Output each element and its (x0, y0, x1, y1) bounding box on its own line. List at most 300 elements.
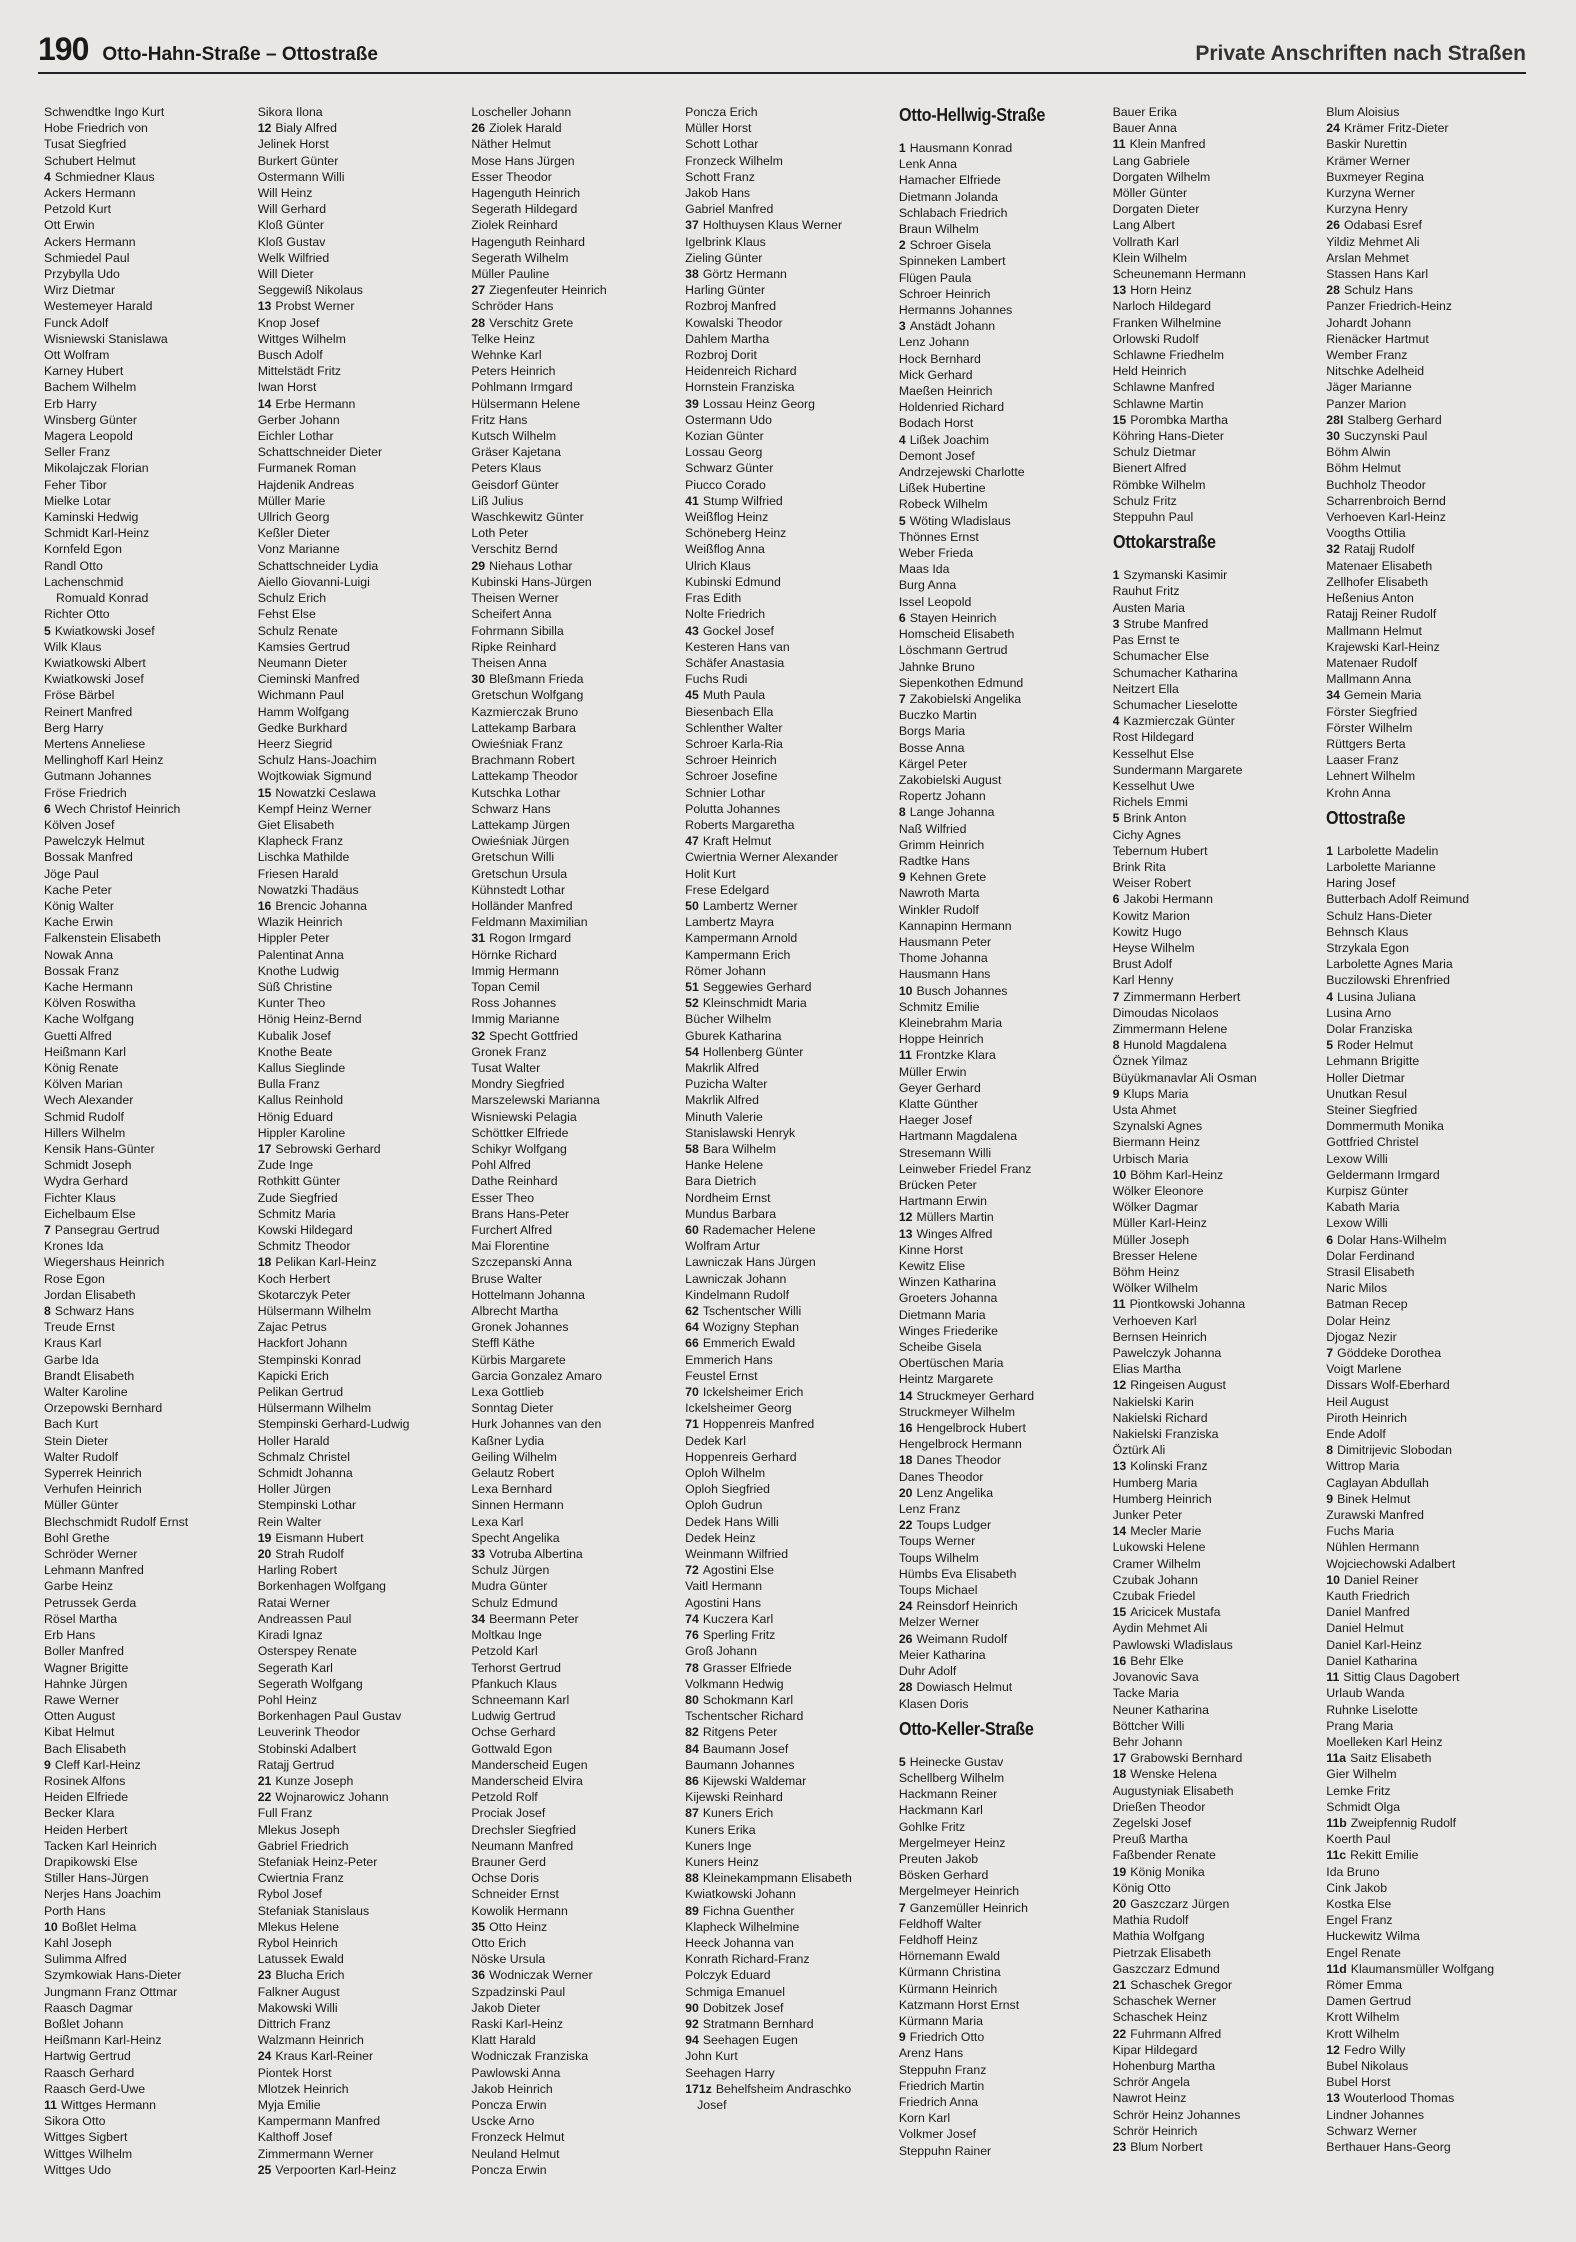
resident-name: Heerz Siegrid (257, 736, 333, 751)
resident-name: Kürbis Margarete (471, 1352, 566, 1367)
resident-entry (899, 432, 1107, 448)
resident-entry (44, 120, 252, 136)
resident-entry (258, 785, 466, 801)
resident-name: Hausmann Konrad (909, 141, 1013, 155)
resident-entry (258, 2032, 466, 2048)
resident-name: Wölker Dagmar (1112, 1200, 1198, 1215)
house-number: 18 (257, 1255, 272, 1270)
resident-entry (258, 541, 466, 557)
resident-entry (685, 720, 893, 736)
resident-name: Scheibe Gisela (898, 1340, 982, 1355)
resident-entry (685, 736, 893, 752)
resident-entry (471, 1254, 679, 1270)
resident-name: Esser Theodor (471, 169, 552, 184)
resident-name: Kaminski Hedwig (44, 510, 139, 525)
resident-entry (685, 1935, 893, 1951)
resident-name: Heßenius Anton (1326, 591, 1414, 606)
house-number: 2 (898, 238, 906, 253)
resident-entry (471, 704, 679, 720)
resident-entry (1326, 201, 1534, 217)
resident-name: Harling Robert (257, 1563, 337, 1578)
resident-entry (258, 947, 466, 963)
resident-name: König Renate (44, 1060, 119, 1075)
resident-entry (1113, 282, 1321, 298)
resident-name: Segerath Hildegard (471, 202, 578, 217)
house-number: 72 (685, 1563, 699, 1578)
resident-entry (685, 1854, 893, 1870)
house-number: 12 (257, 121, 272, 136)
resident-entry (685, 1870, 893, 1886)
resident-name: Pohl Alfred (471, 1158, 531, 1173)
house-number: 11 (44, 2097, 57, 2112)
resident-entry (44, 1514, 252, 1530)
resident-name: Ackers Hermann (44, 234, 136, 249)
resident-name: Makrlik Alfred (685, 1093, 759, 1108)
resident-name: Näther Helmut (471, 137, 551, 152)
resident-entry (1326, 1702, 1534, 1718)
resident-name: Klein Manfred (1129, 137, 1206, 152)
column-4 (685, 104, 893, 2234)
house-number: 47 (685, 834, 699, 849)
resident-name: Piucco Corado (685, 477, 766, 492)
resident-entry (1326, 2042, 1534, 2058)
resident-entry (258, 606, 466, 622)
resident-name: Mlekus Helene (257, 1919, 340, 1934)
resident-entry (471, 331, 679, 347)
resident-name: Knop Josef (257, 315, 320, 330)
resident-name: Furchert Alfred (471, 1223, 553, 1238)
resident-entry (685, 2000, 893, 2016)
house-number: 4 (1326, 989, 1334, 1004)
resident-entry (1113, 1702, 1321, 1718)
street-range: Otto-Hahn-Straße – Ottostraße (102, 44, 378, 65)
resident-entry (899, 626, 1107, 642)
resident-entry (44, 606, 252, 622)
resident-name: Seggewies Gerhard (702, 979, 812, 994)
resident-name: Geiling Wilhelm (471, 1449, 557, 1464)
resident-entry (1326, 1215, 1534, 1231)
resident-name: Owieśniak Franz (471, 736, 563, 751)
resident-entry (1113, 2123, 1321, 2139)
resident-entry (685, 1546, 893, 1562)
resident-name: Gronek Johannes (471, 1320, 569, 1335)
resident-entry (899, 237, 1107, 253)
resident-entry (899, 1145, 1107, 1161)
resident-name: Lawniczak Johann (685, 1271, 787, 1286)
resident-name: Bresser Helene (1112, 1248, 1198, 1263)
resident-name: Otto Erich (471, 1935, 527, 1950)
resident-entry (1326, 687, 1534, 703)
resident-name: Nawroth Marta (898, 886, 980, 901)
resident-entry (899, 1128, 1107, 1144)
resident-name: Kowitz Marion (1112, 908, 1190, 923)
resident-name: Scheunemann Hermann (1112, 267, 1246, 282)
resident-entry (1113, 1491, 1321, 1507)
resident-name: Schaschek Werner (1112, 1994, 1217, 2009)
resident-entry (258, 493, 466, 509)
house-number: 74 (685, 1611, 699, 1626)
resident-entry (471, 363, 679, 379)
resident-entry (44, 768, 252, 784)
resident-name: Lattekamp Barbara (471, 720, 577, 735)
resident-entry (1113, 1199, 1321, 1215)
resident-entry (685, 169, 893, 185)
resident-name: Kraft Helmut (702, 834, 772, 849)
resident-entry (471, 1271, 679, 1287)
house-number: 9 (898, 870, 906, 885)
resident-name: Danes Theodor (916, 1453, 1002, 1468)
resident-entry (685, 234, 893, 250)
resident-entry (471, 1400, 679, 1416)
resident-name: Petzold Karl (471, 1644, 538, 1659)
resident-name: Holler Dietmar (1326, 1070, 1405, 1085)
resident-name: Krohn Anna (1326, 785, 1391, 800)
resident-entry (471, 2000, 679, 2016)
resident-name: Müller Erwin (898, 1064, 967, 1079)
resident-entry (44, 1757, 252, 1773)
resident-name: Porombka Martha (1130, 412, 1228, 427)
resident-name: Engel Franz (1326, 1913, 1393, 1928)
resident-name: Blucha Erich (275, 1968, 345, 1983)
resident-entry (1326, 1442, 1534, 1458)
house-number: 36 (471, 1968, 486, 1983)
resident-name: Böhm Heinz (1112, 1265, 1180, 1280)
resident-entry (258, 687, 466, 703)
resident-name: Feustel Ernst (685, 1368, 758, 1383)
resident-name: Ross Johannes (471, 996, 557, 1011)
house-number: 12 (1326, 2042, 1340, 2057)
resident-entry (1326, 331, 1534, 347)
resident-entry (899, 496, 1107, 512)
resident-name: Mick Gerhard (898, 367, 973, 382)
resident-entry (899, 934, 1107, 950)
resident-name: Boßlet Johann (44, 2016, 124, 2031)
resident-name: Zweipfennig Rudolf (1350, 1815, 1457, 1830)
resident-name: Hülsermann Helene (471, 396, 581, 411)
resident-entry (258, 1708, 466, 1724)
resident-name: Kunter Theo (257, 996, 326, 1011)
resident-entry (1113, 1766, 1321, 1782)
resident-name: Kwiatkowski Josef (54, 623, 155, 638)
resident-entry (258, 282, 466, 298)
resident-name: Schröder Hans (471, 299, 554, 314)
resident-name: Wöting Wladislaus (909, 513, 1011, 528)
resident-name: Zajac Petrus (257, 1320, 327, 1335)
resident-name: Weber Frieda (898, 546, 974, 561)
resident-name: Gronek Franz (471, 1044, 547, 1059)
resident-entry (471, 201, 679, 217)
resident-entry (471, 752, 679, 768)
resident-name: Schmiedel Paul (44, 250, 130, 265)
resident-entry (471, 947, 679, 963)
resident-entry (1326, 460, 1534, 476)
resident-entry (685, 623, 893, 639)
house-number: 9 (1326, 1491, 1334, 1506)
resident-name: Roberts Margaretha (685, 817, 795, 832)
resident-entry (1113, 794, 1321, 810)
resident-entry (258, 1724, 466, 1740)
resident-entry (1113, 1458, 1321, 1474)
resident-entry (899, 2029, 1107, 2045)
resident-name: Kaßner Lydia (471, 1433, 545, 1448)
resident-entry (1113, 2139, 1321, 2155)
resident-name: Schaschek Gregor (1130, 1977, 1233, 1992)
resident-name: Fronzeck Helmut (471, 2130, 565, 2145)
resident-entry (44, 1886, 252, 1902)
resident-name: Naric Milos (1326, 1281, 1388, 1296)
house-number: 38 (685, 267, 699, 282)
resident-name: Jakobi Hermann (1123, 892, 1213, 907)
resident-name: Kloß Gustav (257, 234, 326, 249)
resident-name: Klasen Doris (898, 1696, 969, 1711)
resident-name: Szymkowiak Hans-Dieter (44, 1968, 182, 1983)
resident-entry (1326, 1977, 1534, 1993)
resident-entry (471, 1903, 679, 1919)
resident-entry (258, 104, 466, 120)
resident-entry (899, 1323, 1107, 1339)
resident-entry (685, 1562, 893, 1578)
resident-entry (44, 1028, 252, 1044)
resident-entry (1326, 2090, 1534, 2106)
resident-entry (258, 1903, 466, 1919)
resident-name: Grimm Heinrich (898, 837, 985, 852)
resident-entry (685, 574, 893, 590)
house-number: 29 (471, 558, 486, 573)
resident-entry (1326, 736, 1534, 752)
resident-name: Nakielski Karin (1112, 1394, 1194, 1409)
house-number: 34 (471, 1611, 486, 1626)
resident-name: Kallus Reinhold (257, 1093, 344, 1108)
resident-entry (1113, 1831, 1321, 1847)
resident-entry (44, 1951, 252, 1967)
house-number: 23 (257, 1968, 272, 1983)
resident-name: Walter Rudolf (44, 1449, 119, 1464)
resident-entry (685, 1611, 893, 1627)
house-number: 89 (685, 1903, 699, 1918)
resident-name: Emmerich Hans (685, 1352, 773, 1367)
resident-entry (899, 1981, 1107, 1997)
resident-name: Gaszczarz Jürgen (1130, 1896, 1230, 1911)
resident-name: Kahl Joseph (44, 1935, 112, 1950)
resident-entry (44, 1967, 252, 1983)
resident-name: Verhoeven Karl (1112, 1313, 1197, 1328)
resident-name: Zimmermann Helene (1112, 1021, 1228, 1036)
house-number: 90 (685, 2000, 699, 2015)
resident-entry (899, 740, 1107, 756)
resident-name: Larbolette Marianne (1326, 859, 1436, 874)
resident-entry (1326, 1248, 1534, 1264)
resident-entry (899, 1064, 1107, 1080)
resident-entry (1113, 1815, 1321, 1831)
resident-name: Otto Heinz (489, 1919, 548, 1934)
resident-entry (685, 979, 893, 995)
resident-entry (1113, 1945, 1321, 1961)
resident-entry (899, 723, 1107, 739)
resident-entry (1326, 104, 1534, 120)
resident-entry (685, 396, 893, 412)
resident-name: Kazmierczak Günter (1123, 714, 1235, 729)
resident-entry (471, 1206, 679, 1222)
resident-name: Schumacher Katharina (1112, 665, 1238, 680)
resident-name: Friedrich Otto (909, 2030, 985, 2045)
resident-name: Wojtkowiak Sigmund (257, 769, 372, 784)
resident-entry (471, 817, 679, 833)
resident-entry (44, 1449, 252, 1465)
resident-entry (1326, 1005, 1534, 1021)
resident-entry (685, 217, 893, 233)
resident-name: Koch Herbert (257, 1271, 331, 1286)
resident-name: Piontek Horst (257, 2065, 332, 2080)
house-number: 6 (1112, 892, 1120, 907)
resident-entry (1113, 1912, 1321, 1928)
resident-name: Köhring Hans-Dieter (1112, 429, 1224, 444)
resident-entry (1326, 2139, 1534, 2155)
resident-name: Wouterlood Thomas (1343, 2091, 1455, 2106)
resident-name: Mertens Anneliese (44, 736, 146, 751)
resident-entry (1326, 574, 1534, 590)
resident-entry (899, 351, 1107, 367)
resident-name: Maeßen Heinrich (898, 384, 993, 399)
house-number: 24 (257, 2049, 272, 2064)
resident-name: Loth Peter (471, 526, 529, 541)
resident-name: Korn Karl (898, 2111, 951, 2126)
resident-name: Mergelmeyer Heinrich (898, 1884, 1020, 1899)
resident-name: Palentinat Anna (257, 947, 344, 962)
resident-entry (44, 1044, 252, 1060)
resident-name: Terhorst Gertrud (471, 1660, 561, 1675)
resident-entry (471, 1060, 679, 1076)
resident-name: Jahnke Bruno (898, 659, 975, 674)
house-number: 7 (898, 691, 906, 706)
house-number: 5 (1326, 1038, 1334, 1053)
resident-name: Wittges Udo (44, 2162, 111, 2177)
resident-name: Erb Harry (44, 396, 97, 411)
resident-entry (471, 1822, 679, 1838)
resident-name: Jakob Hans (685, 186, 751, 201)
resident-name: Fedro Willy (1343, 2042, 1406, 2057)
resident-name: Gelautz Robert (471, 1466, 555, 1481)
house-number: 30 (1326, 429, 1340, 444)
resident-name: Öznek Yilmaz (1112, 1054, 1188, 1069)
resident-entry (899, 1663, 1107, 1679)
resident-name: Schneider Ernst (471, 1887, 559, 1902)
resident-entry (899, 189, 1107, 205)
resident-entry (1326, 1523, 1534, 1539)
house-number: 4 (44, 169, 51, 184)
resident-name: Poncza Erwin (471, 2097, 547, 2112)
resident-entry (899, 1647, 1107, 1663)
resident-entry (685, 671, 893, 687)
resident-entry (899, 1932, 1107, 1948)
resident-name: Braun Wilhelm (898, 222, 979, 237)
resident-entry (1113, 2042, 1321, 2058)
resident-name: Hunold Magdalena (1123, 1038, 1227, 1053)
resident-name: Toups Ludger (916, 1518, 992, 1533)
resident-name: Brust Adolf (1112, 957, 1173, 972)
resident-name: Larbolette Madelin (1337, 843, 1439, 858)
resident-name: Rademacher Helene (702, 1223, 816, 1238)
resident-name: Kutschka Lothar (471, 785, 561, 800)
resident-entry (471, 590, 679, 606)
resident-entry (899, 1900, 1107, 1916)
resident-entry (44, 1125, 252, 1141)
resident-name: Scharrenbroich Bernd (1326, 493, 1446, 508)
resident-name: Kärgel Peter (898, 756, 968, 771)
resident-entry (1113, 2026, 1321, 2042)
resident-entry (685, 1028, 893, 1044)
resident-entry (899, 448, 1107, 464)
resident-entry (1113, 185, 1321, 201)
resident-entry (685, 1789, 893, 1805)
resident-entry (258, 1028, 466, 1044)
resident-entry (471, 1092, 679, 1108)
resident-entry (471, 2016, 679, 2032)
resident-entry (1326, 1070, 1534, 1086)
resident-name: Bodach Horst (898, 416, 974, 431)
resident-entry (1113, 298, 1321, 314)
resident-name: Czubak Johann (1112, 1572, 1199, 1587)
resident-entry (44, 2048, 252, 2064)
resident-name: Hörnemann Ewald (898, 1949, 1001, 1964)
resident-entry (899, 1533, 1107, 1549)
resident-name: Kwiatkowski Josef (44, 672, 144, 687)
resident-entry (1113, 697, 1321, 713)
resident-entry (471, 1660, 679, 1676)
resident-name: Gier Wilhelm (1326, 1767, 1397, 1782)
resident-entry (685, 266, 893, 282)
resident-entry (44, 412, 252, 428)
resident-entry (258, 1352, 466, 1368)
resident-name: Winkler Rudolf (898, 902, 979, 917)
resident-entry (44, 1660, 252, 1676)
resident-name: Wittges Wilhelm (44, 2146, 133, 2161)
resident-entry (44, 363, 252, 379)
resident-entry (685, 428, 893, 444)
resident-name: Buczilowski Ehrenfried (1326, 973, 1450, 988)
resident-entry (471, 1238, 679, 1254)
resident-name: Rawe Werner (44, 1692, 119, 1707)
resident-entry (1326, 843, 1534, 859)
resident-name: Blum Aloisius (1326, 105, 1400, 119)
resident-name: Winsberg Günter (44, 412, 137, 427)
resident-name: Issel Leopold (898, 594, 972, 609)
resident-name: Wodniczak Franziska (471, 2049, 589, 2064)
resident-name: Hock Bernhard (898, 351, 981, 366)
resident-name: Lenk Anna (898, 157, 957, 172)
resident-entry (899, 1274, 1107, 1290)
resident-entry (258, 379, 466, 395)
resident-name: Wisniewski Stanislawa (44, 331, 168, 346)
resident-name: Lißek Joachim (909, 432, 989, 447)
resident-name: Arslan Mehmet (1326, 250, 1409, 265)
resident-entry (471, 1951, 679, 1967)
house-number: 28 (471, 315, 486, 330)
resident-name: Ringeisen August (1130, 1378, 1226, 1393)
resident-entry (258, 1141, 466, 1157)
resident-entry (471, 606, 679, 622)
resident-name: Kiradi Ignaz (257, 1628, 323, 1643)
resident-entry (685, 412, 893, 428)
resident-name: Kampermann Manfred (257, 2114, 381, 2129)
resident-entry (471, 298, 679, 314)
resident-name: Ritgens Peter (702, 1725, 778, 1740)
resident-entry (1113, 1556, 1321, 1572)
resident-name: Mallmann Helmut (1326, 623, 1422, 638)
house-number: 23 (1112, 2139, 1127, 2154)
resident-name: Strasil Elisabeth (1326, 1265, 1415, 1280)
resident-name: Brauner Gerd (471, 1854, 546, 1869)
house-number: 86 (685, 1773, 699, 1788)
